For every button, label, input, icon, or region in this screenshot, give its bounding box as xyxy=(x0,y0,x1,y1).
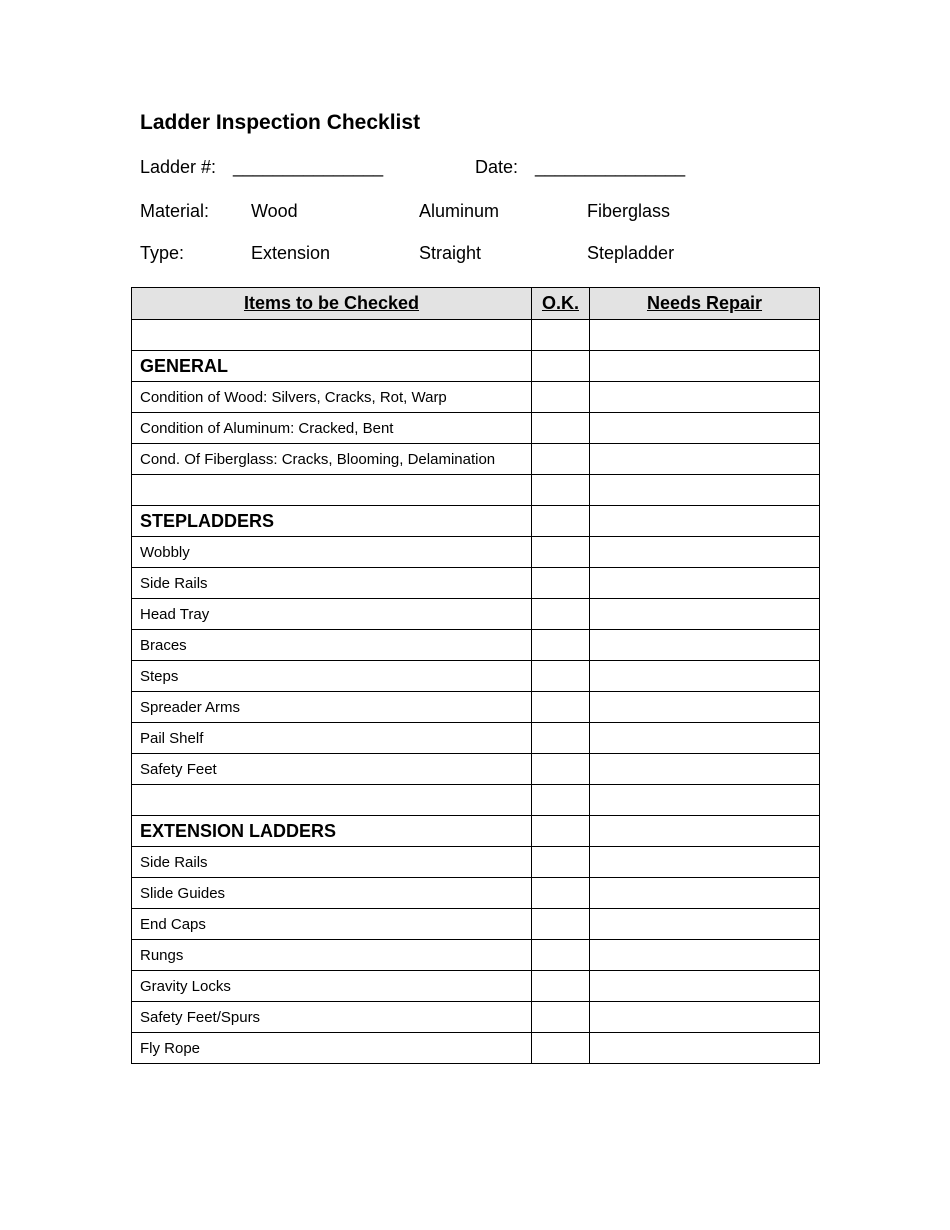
ok-cell[interactable] xyxy=(532,661,590,692)
item-label: End Caps xyxy=(132,909,532,940)
needs-repair-cell[interactable] xyxy=(590,413,820,444)
blank-row xyxy=(132,320,820,351)
section-heading: EXTENSION LADDERS xyxy=(132,816,532,847)
needs-repair-cell[interactable] xyxy=(590,754,820,785)
item-label: Condition of Wood: Silvers, Cracks, Rot, Warp xyxy=(132,382,532,413)
table-row xyxy=(132,1002,820,1033)
type-option-stepladder[interactable]: Stepladder xyxy=(587,243,675,263)
table-row xyxy=(132,444,820,475)
ok-cell[interactable] xyxy=(532,723,590,754)
table-row xyxy=(132,630,820,661)
needs-repair-cell[interactable] xyxy=(590,785,820,816)
table-row xyxy=(132,940,820,971)
table-row xyxy=(132,382,820,413)
item-label: Safety Feet/Spurs xyxy=(132,1002,532,1033)
section-row xyxy=(132,351,820,382)
needs-repair-cell[interactable] xyxy=(590,506,820,537)
needs-repair-cell[interactable] xyxy=(590,909,820,940)
ok-cell[interactable] xyxy=(532,940,590,971)
item-label: Braces xyxy=(132,630,532,661)
type-option-straight[interactable]: Straight xyxy=(419,243,482,263)
ok-cell[interactable] xyxy=(532,382,590,413)
material-label: Material: xyxy=(140,201,210,221)
item-label: Slide Guides xyxy=(132,878,532,909)
material-option-wood[interactable]: Wood xyxy=(251,201,298,221)
needs-repair-cell[interactable] xyxy=(590,878,820,909)
checklist-table xyxy=(131,287,820,1064)
table-row xyxy=(132,971,820,1002)
item-label xyxy=(132,785,532,816)
ok-cell[interactable] xyxy=(532,909,590,940)
material-option-fiberglass[interactable]: Fiberglass xyxy=(587,201,671,221)
table-row xyxy=(132,692,820,723)
needs-repair-cell[interactable] xyxy=(590,568,820,599)
table-row xyxy=(132,413,820,444)
ok-cell[interactable] xyxy=(532,754,590,785)
section-row xyxy=(132,506,820,537)
needs-repair-cell[interactable] xyxy=(590,661,820,692)
needs-repair-cell[interactable] xyxy=(590,971,820,1002)
table-row xyxy=(132,847,820,878)
needs-repair-cell[interactable] xyxy=(590,320,820,351)
ok-cell[interactable] xyxy=(532,785,590,816)
ok-cell[interactable] xyxy=(532,630,590,661)
item-label: Wobbly xyxy=(132,537,532,568)
needs-repair-cell[interactable] xyxy=(590,475,820,506)
table-row xyxy=(132,661,820,692)
needs-repair-cell[interactable] xyxy=(590,537,820,568)
needs-repair-cell[interactable] xyxy=(590,1002,820,1033)
ok-cell[interactable] xyxy=(532,506,590,537)
header-needs-repair: Needs Repair xyxy=(590,288,820,320)
header-items: Items to be Checked xyxy=(132,288,532,320)
ok-cell[interactable] xyxy=(532,475,590,506)
needs-repair-cell[interactable] xyxy=(590,692,820,723)
item-label: Gravity Locks xyxy=(132,971,532,1002)
section-heading: STEPLADDERS xyxy=(132,506,532,537)
table-row xyxy=(132,909,820,940)
ok-cell[interactable] xyxy=(532,692,590,723)
table-row xyxy=(132,723,820,754)
item-label: Cond. Of Fiberglass: Cracks, Blooming, Delamination xyxy=(132,444,532,475)
item-label xyxy=(132,475,532,506)
item-label: Side Rails xyxy=(132,568,532,599)
ok-cell[interactable] xyxy=(532,1033,590,1064)
ok-cell[interactable] xyxy=(532,1002,590,1033)
item-label xyxy=(132,320,532,351)
table-row xyxy=(132,599,820,630)
table-row xyxy=(132,537,820,568)
item-label: Safety Feet xyxy=(132,754,532,785)
ok-cell[interactable] xyxy=(532,599,590,630)
needs-repair-cell[interactable] xyxy=(590,723,820,754)
ok-cell[interactable] xyxy=(532,413,590,444)
ok-cell[interactable] xyxy=(532,568,590,599)
table-row xyxy=(132,568,820,599)
item-label: Head Tray xyxy=(132,599,532,630)
needs-repair-cell[interactable] xyxy=(590,816,820,847)
needs-repair-cell[interactable] xyxy=(590,1033,820,1064)
item-label: Side Rails xyxy=(132,847,532,878)
ok-cell[interactable] xyxy=(532,878,590,909)
page-title: Ladder Inspection Checklist xyxy=(140,111,421,134)
item-label: Rungs xyxy=(132,940,532,971)
date-label: Date: xyxy=(475,157,519,177)
needs-repair-cell[interactable] xyxy=(590,351,820,382)
date-blank[interactable]: _______________ xyxy=(535,157,686,177)
table-row xyxy=(132,878,820,909)
ok-cell[interactable] xyxy=(532,351,590,382)
item-label: Spreader Arms xyxy=(132,692,532,723)
section-row xyxy=(132,816,820,847)
material-option-aluminum[interactable]: Aluminum xyxy=(419,201,500,221)
ok-cell[interactable] xyxy=(532,816,590,847)
item-label: Condition of Aluminum: Cracked, Bent xyxy=(132,413,532,444)
needs-repair-cell[interactable] xyxy=(590,940,820,971)
header-ok: O.K. xyxy=(532,288,590,320)
needs-repair-cell[interactable] xyxy=(590,847,820,878)
blank-row xyxy=(132,785,820,816)
item-label: Steps xyxy=(132,661,532,692)
table-row xyxy=(132,754,820,785)
ok-cell[interactable] xyxy=(532,320,590,351)
type-option-extension[interactable]: Extension xyxy=(251,243,331,263)
ok-cell[interactable] xyxy=(532,537,590,568)
ok-cell[interactable] xyxy=(532,971,590,1002)
table-row xyxy=(132,1033,820,1064)
item-label: Pail Shelf xyxy=(132,723,532,754)
checklist-body xyxy=(132,320,820,1064)
needs-repair-cell[interactable] xyxy=(590,599,820,630)
table-header-row xyxy=(132,288,820,320)
needs-repair-cell[interactable] xyxy=(590,630,820,661)
ok-cell[interactable] xyxy=(532,847,590,878)
ladder-number-blank[interactable]: _______________ xyxy=(233,157,384,177)
needs-repair-cell[interactable] xyxy=(590,382,820,413)
item-label: Fly Rope xyxy=(132,1033,532,1064)
type-label: Type: xyxy=(140,243,185,263)
ladder-number-label: Ladder #: xyxy=(140,157,217,177)
needs-repair-cell[interactable] xyxy=(590,444,820,475)
ok-cell[interactable] xyxy=(532,444,590,475)
section-heading: GENERAL xyxy=(132,351,532,382)
blank-row xyxy=(132,475,820,506)
